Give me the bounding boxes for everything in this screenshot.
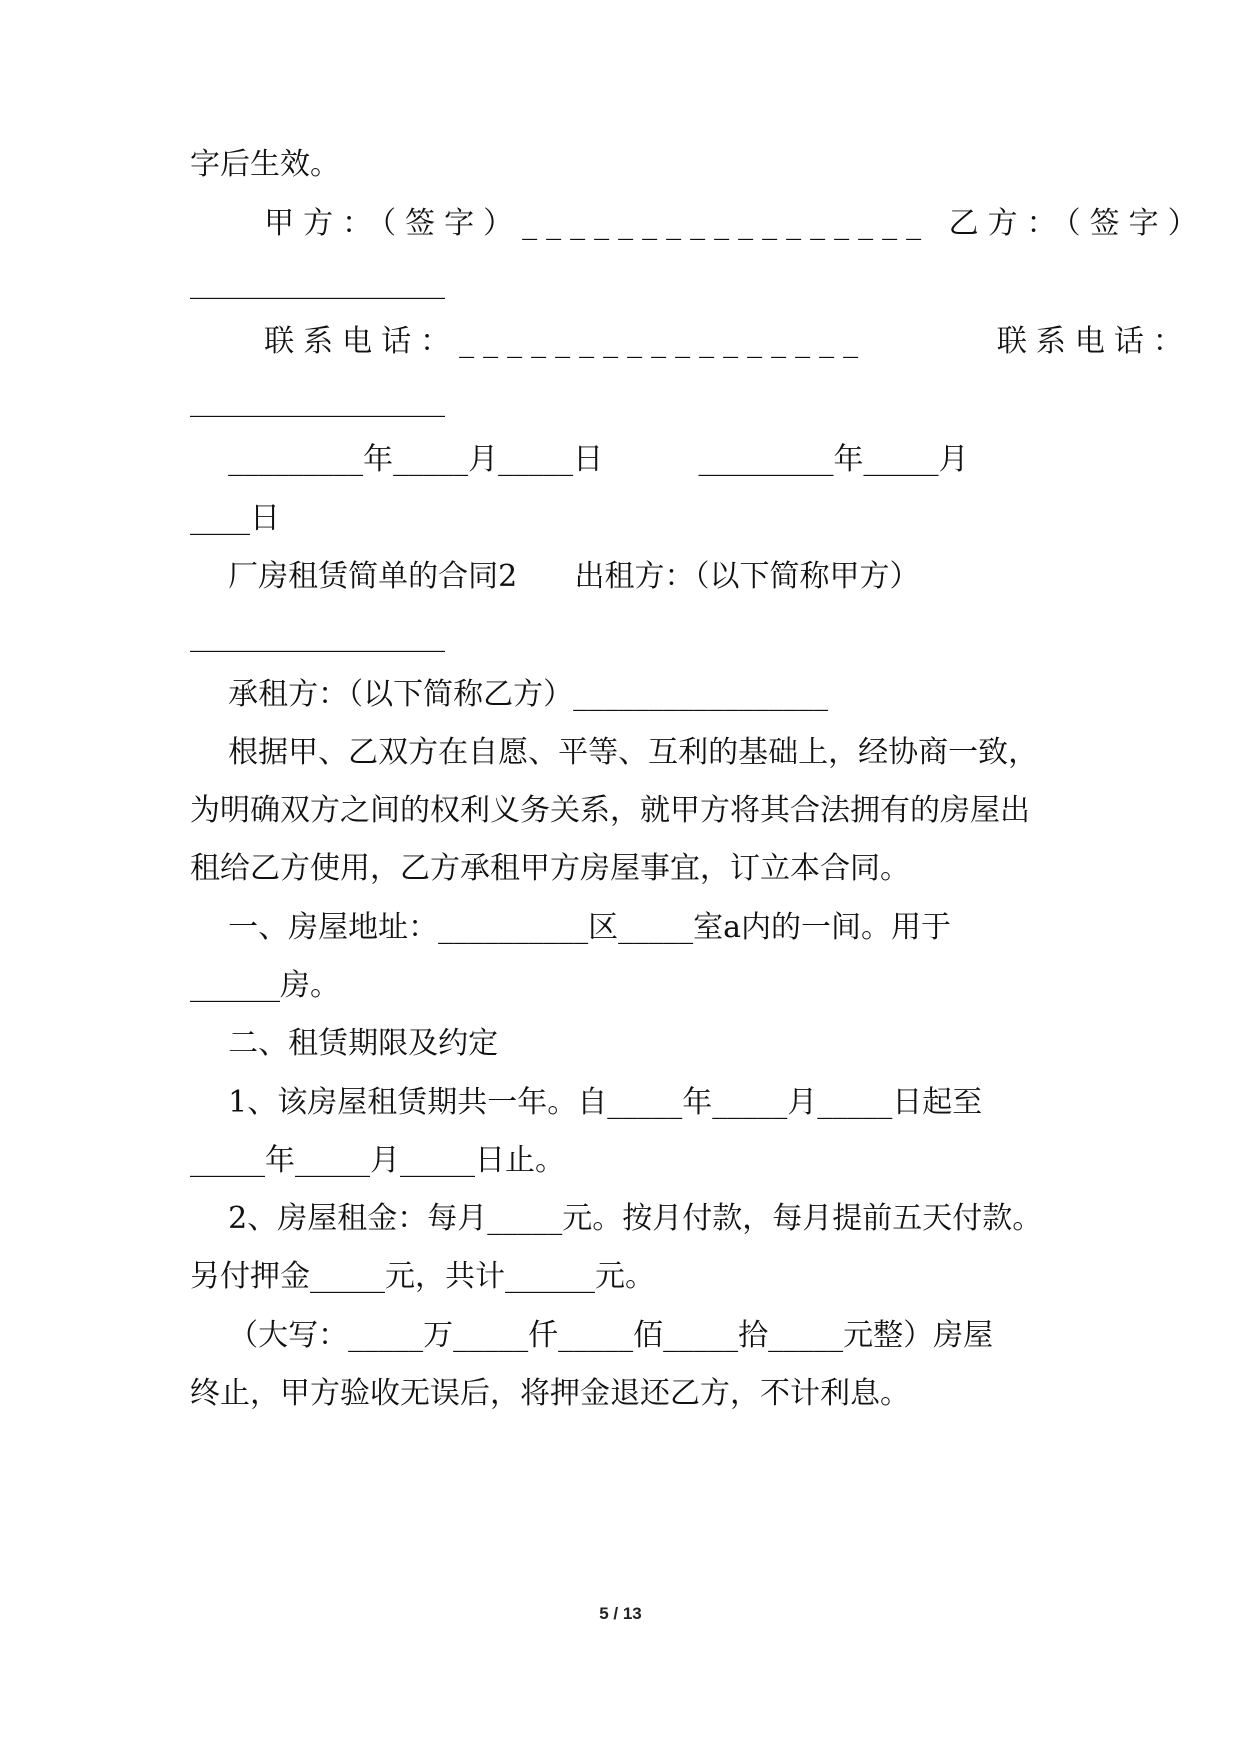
- text-line-9: _________________: [190, 618, 445, 653]
- text-line-11: 根据甲、乙双方在自愿、平等、互利的基础上，经协商一致，: [190, 735, 1039, 770]
- text-line-5: _________________: [190, 383, 445, 418]
- page-number: 5 / 13: [599, 1604, 642, 1623]
- text-line-4: 联系电话：_________________ 联系电话：: [190, 324, 1192, 359]
- text-line-8: 厂房租赁简单的合同2 出租方：（以下简称甲方）: [190, 559, 920, 594]
- text-line-13: 租给乙方使用，乙方承租甲方房屋事宜，订立本合同。: [190, 851, 910, 886]
- text-line-19: 2、房屋租金：每月_____元。按月付款，每月提前五天付款。: [190, 1201, 1043, 1236]
- text-line-21: （大写：_____万_____仟_____佰_____拾_____元整）房屋: [190, 1318, 994, 1353]
- text-line-17: 1、该房屋租赁期共一年。自_____年_____月_____日起至: [190, 1085, 983, 1120]
- text-line-22: 终止，甲方验收无误后，将押金退还乙方，不计利息。: [190, 1376, 910, 1411]
- text-line-20: 另付押金_____元，共计______元。: [190, 1259, 655, 1294]
- text-line-10: 承租方：（以下简称乙方）_________________: [190, 677, 829, 712]
- text-line-2: 甲方：（签字）_________________ 乙方：（签字）: [190, 206, 1207, 241]
- text-line-15: ______房。: [190, 968, 340, 1003]
- text-line-14: 一、房屋地址：__________区_____室a内的一间。用于: [190, 910, 952, 945]
- text-line-16: 二、租赁期限及约定: [190, 1026, 499, 1061]
- text-line-7: ____日: [190, 501, 280, 536]
- text-line-18: _____年_____月_____日止。: [190, 1143, 565, 1178]
- text-line-1: 字后生效。: [190, 147, 340, 182]
- text-line-12: 为明确双方之间的权利义务关系，就甲方将其合法拥有的房屋出: [190, 793, 1030, 828]
- text-line-3: _________________: [190, 265, 445, 300]
- text-line-6: _________年_____月_____日 _________年_____月: [190, 442, 969, 477]
